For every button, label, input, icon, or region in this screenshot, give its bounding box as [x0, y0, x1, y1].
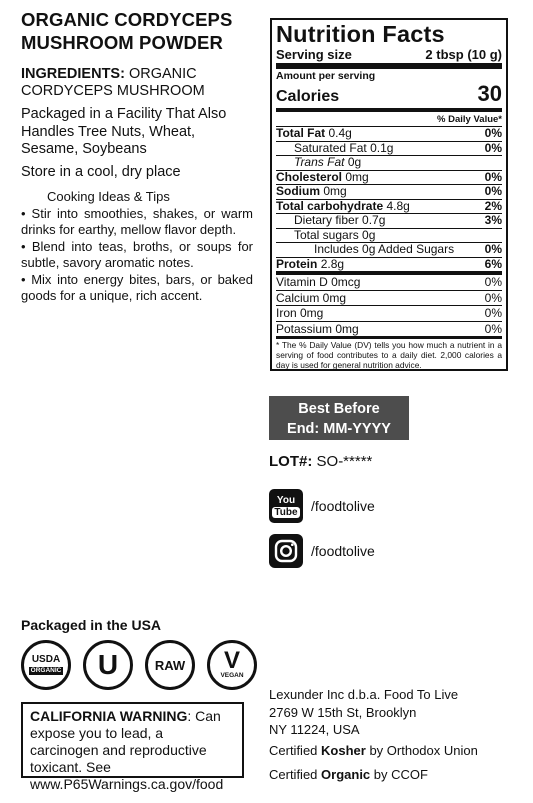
ingredients-text: ORGANIC CORDYCEPS MUSHROOM — [21, 66, 205, 99]
amount-per-serving: Amount per serving — [276, 70, 376, 82]
daily-value-footnote: * The % Daily Value (DV) tells you how much a nutrient in a serving of food contributes to a daily diet. 2,000 calories a day is used for general nutrition advice. — [276, 336, 502, 370]
cert-organic-bold: Organic — [321, 767, 371, 782]
cert-kosher-prefix: Certified — [269, 743, 322, 758]
carbohydrate-amount: 4.8g — [386, 198, 410, 213]
trans-fat-row — [276, 156, 502, 171]
cert-organic-suffix: by CCOF — [370, 767, 428, 782]
tip-item: • Mix into energy bites, bars, or baked goods for a unique, rich accent. — [21, 272, 253, 303]
carbohydrate-label: Total carbohydrate — [276, 198, 384, 213]
lot-label: LOT#: — [269, 453, 313, 470]
raw-badge-text: RAW — [154, 657, 186, 673]
vitamin-label: Iron 0mg — [276, 306, 324, 320]
saturated-fat-dv: 0% — [484, 140, 502, 155]
vitamin-dv: 0% — [484, 275, 502, 289]
california-warning — [21, 702, 244, 792]
fiber-dv: 3% — [484, 213, 502, 227]
sugars-amount: 0g — [362, 227, 376, 242]
youtube-handle: /foodtolive — [311, 498, 375, 514]
allergen-facility-text: Packaged in a Facility That Also Handles Tree Nuts, Wheat, Sesame, Soybeans — [21, 106, 227, 157]
tip-item: • Stir into smoothies, shakes, or warm drinks for earthy, mellow flavor depth. — [21, 206, 253, 237]
total-fat-row — [276, 127, 502, 142]
ingredients-label: INGREDIENTS: — [21, 66, 125, 82]
vitamin-row — [276, 322, 502, 337]
cert-kosher-bold: Kosher — [321, 743, 366, 758]
cholesterol-amount: 0mg — [345, 169, 369, 184]
tip-item: • Blend into teas, broths, or soups for subtle, savory aromatic notes. — [21, 239, 253, 270]
vitamin-dv: 0% — [484, 321, 502, 336]
calories-value: 30 — [477, 81, 502, 106]
vitamin-dv: 0% — [484, 306, 502, 320]
calories-label: Calories — [276, 88, 340, 105]
nutrition-title: Nutrition Facts — [276, 21, 445, 47]
vitamin-row — [276, 306, 502, 322]
kosher-badge-icon — [83, 640, 133, 690]
added-sugars-dv: 0% — [484, 242, 502, 256]
sodium-amount: 0mg — [323, 184, 347, 198]
warning-label: CALIFORNIA WARNING — [30, 708, 188, 724]
tips-list — [21, 206, 253, 305]
cholesterol-label: Cholesterol — [276, 169, 343, 184]
youtube-link[interactable] — [269, 489, 375, 523]
nutrition-facts-panel — [270, 18, 508, 371]
usda-badge-top: USDA — [31, 654, 61, 665]
protein-dv: 6% — [484, 256, 502, 271]
instagram-handle: /foodtolive — [311, 543, 375, 559]
organic-certification — [269, 767, 428, 782]
added-sugars-row — [276, 243, 502, 258]
fiber-label: Dietary fiber — [294, 213, 359, 227]
carbohydrate-dv: 2% — [484, 198, 502, 213]
best-before-line2: End: MM-YYYY — [287, 421, 391, 437]
lot-value: SO-***** — [316, 453, 373, 470]
cholesterol-dv: 0% — [484, 169, 502, 184]
cholesterol-row — [276, 171, 502, 186]
vitamin-label: Vitamin D 0mcg — [276, 275, 361, 289]
certification-badges — [21, 640, 269, 690]
best-before-line1: Best Before — [298, 401, 380, 417]
calories-row — [276, 82, 502, 112]
trans-fat-label: Trans Fat — [294, 155, 345, 169]
vitamin-row — [276, 291, 502, 307]
storage-text: Store in a cool, dry place — [21, 164, 181, 180]
protein-label: Protein — [276, 256, 318, 271]
vegan-badge-icon — [207, 640, 257, 690]
company-line2: 2769 W 15th St, Brooklyn — [269, 704, 417, 720]
best-before-box — [269, 396, 409, 440]
vitamin-row — [276, 275, 502, 291]
ingredients — [21, 66, 261, 100]
fiber-row — [276, 214, 502, 229]
company-address — [269, 686, 458, 739]
usda-organic-badge-icon — [21, 640, 71, 690]
sodium-dv: 0% — [484, 184, 502, 198]
sugars-row — [276, 229, 502, 244]
tips-heading: Cooking Ideas & Tips — [47, 189, 170, 204]
company-line3: NY 11224, USA — [269, 722, 360, 737]
usda-badge-bottom: ORGANIC — [30, 667, 62, 674]
serving-size-value: 2 tbsp (10 g) — [425, 47, 502, 62]
trans-fat-amount: 0g — [347, 155, 362, 169]
added-sugars-label: Includes 0g Added Sugars — [314, 242, 455, 256]
sodium-label: Sodium — [276, 184, 320, 198]
kosher-badge-letter: U — [97, 649, 119, 680]
product-title-line1: ORGANIC CORDYCEPS — [21, 9, 233, 30]
carbohydrate-row — [276, 200, 502, 215]
lot-number — [269, 453, 372, 470]
total-fat-label: Total Fat — [276, 126, 326, 140]
youtube-icon-text-bottom: Tube — [274, 506, 298, 518]
instagram-link[interactable] — [269, 534, 375, 568]
sodium-row — [276, 185, 502, 200]
raw-badge-icon — [145, 640, 195, 690]
cert-organic-prefix: Certified — [269, 767, 322, 782]
saturated-fat-amount: 0.1g — [370, 140, 394, 155]
total-fat-amount: 0.4g — [328, 126, 352, 140]
packaged-in-usa: Packaged in the USA — [21, 617, 162, 633]
total-fat-dv: 0% — [484, 126, 502, 140]
protein-row — [276, 258, 502, 276]
vegan-badge-letter: V — [223, 647, 240, 674]
vegan-badge-word: VEGAN — [220, 672, 244, 679]
product-title-line2: MUSHROOM POWDER — [21, 32, 223, 53]
serving-size-row — [276, 47, 502, 69]
warning-text: : Can expose you to lead, a carcinogen and reproductive toxicant. See www.P65Warnings.ca.gov/food — [30, 708, 224, 792]
youtube-icon-text-top: You — [276, 494, 296, 506]
sugars-label: Total sugars — [294, 227, 359, 242]
daily-value-header: % Daily Value* — [276, 112, 502, 127]
company-line1: Lexunder Inc d.b.a. Food To Live — [269, 687, 459, 702]
vitamin-label: Potassium 0mg — [276, 321, 359, 336]
kosher-certification — [269, 743, 478, 758]
youtube-icon — [269, 489, 303, 523]
fiber-amount: 0.7g — [362, 213, 386, 227]
protein-amount: 2.8g — [320, 256, 345, 271]
serving-size-label: Serving size — [276, 47, 352, 62]
cert-kosher-suffix: by Orthodox Union — [365, 743, 478, 758]
saturated-fat-label: Saturated Fat — [294, 140, 367, 155]
vitamin-dv: 0% — [484, 290, 502, 305]
vitamin-label: Calcium 0mg — [276, 290, 347, 305]
saturated-fat-row — [276, 142, 502, 157]
instagram-icon — [269, 534, 303, 568]
product-title — [21, 8, 256, 54]
